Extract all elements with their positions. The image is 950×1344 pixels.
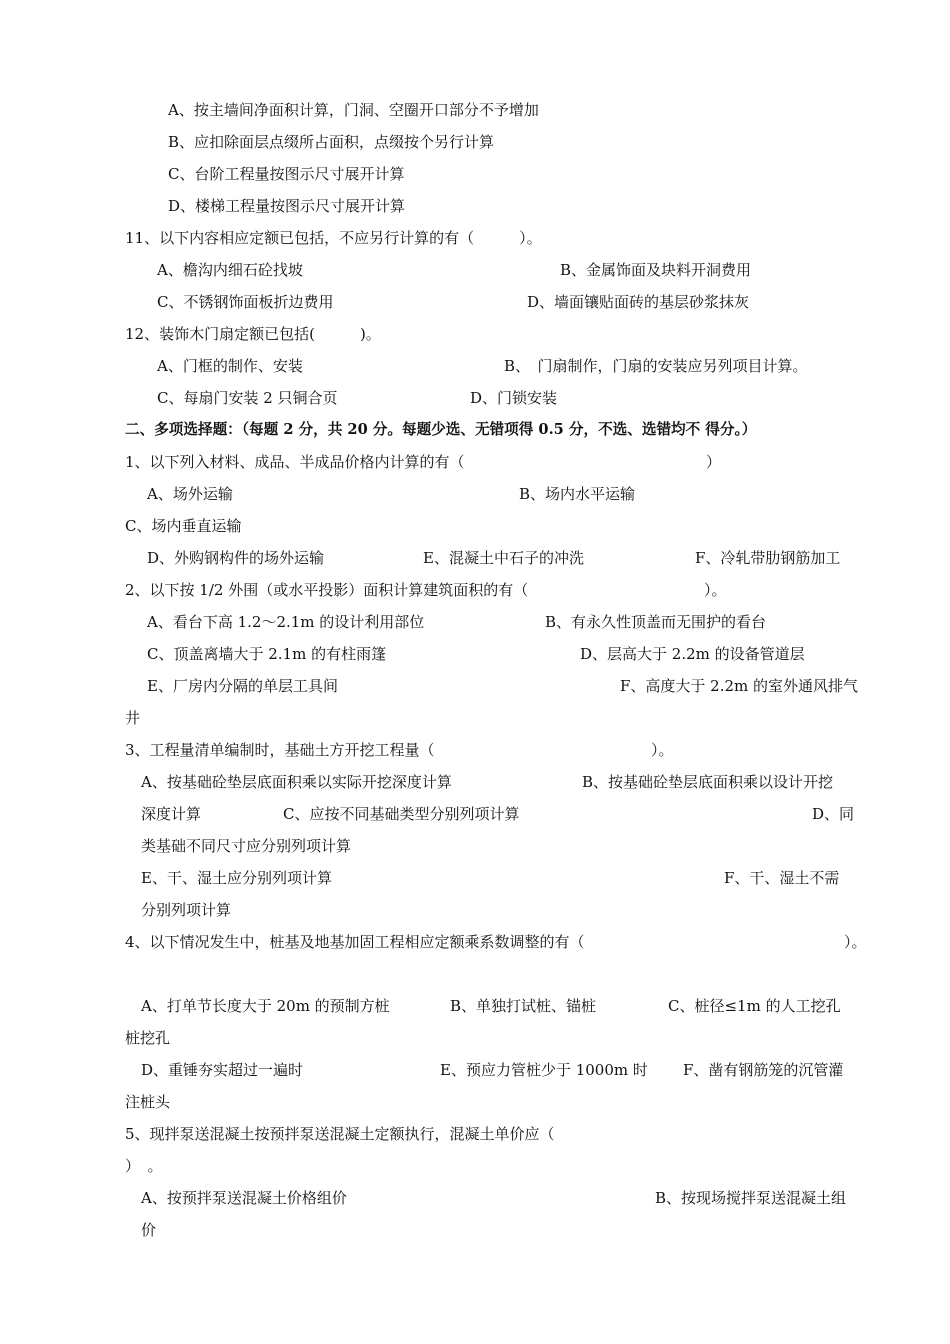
multi-question-1-option-a: A、场外运输 — [147, 485, 233, 503]
question-12-option-d: D、门锁安装 — [470, 389, 558, 407]
section-2-heading: 二、多项选择题：（每题 2 分，共 20 分。每题少选、无错项得 0.5 分，不选、选错均不 得分。） — [125, 421, 757, 438]
multi-question-2-option-d: D、层高大于 2.2m 的设备管道层 — [580, 645, 805, 663]
multi-question-4-option-f: F、凿有钢筋笼的沉管灌 — [683, 1061, 844, 1079]
multi-question-3-option-e: E、干、湿土应分别列项计算 — [141, 869, 332, 887]
question-12: 12、装饰木门扇定额已包括( )。 — [125, 325, 381, 343]
multi-question-2-close: ）。 — [704, 581, 727, 599]
option-b-line: B、应扣除面层点缀所占面积，点缀按个另行计算 — [168, 133, 495, 151]
multi-question-1-option-f: F、冷轧带肋钢筋加工 — [695, 549, 841, 567]
multi-question-1: 1、以下列入材料、成品、半成品价格内计算的有（ — [125, 453, 465, 471]
multi-question-1-option-b: B、场内水平运输 — [519, 485, 636, 503]
multi-question-5-close: ） 。 — [125, 1157, 163, 1175]
multi-question-3-option-f: F、干、湿土不需 — [724, 869, 840, 887]
question-12-option-a: A、门框的制作、安装 — [157, 357, 303, 375]
multi-question-3-option-d-cont: 类基础不同尺寸应分别列项计算 — [141, 837, 352, 855]
option-a-line: A、按主墙间净面积计算，门洞、空圈开口部分不予增加 — [168, 101, 539, 119]
question-11: 11、以下内容相应定额已包括，不应另行计算的有（ ）。 — [125, 229, 542, 247]
question-12-option-c: C、每扇门安装 2 只铜合页 — [157, 389, 338, 407]
question-12-option-b: B、 门扇制作，门扇的安装应另列项目计算。 — [504, 357, 808, 375]
multi-question-1-option-c: C、场内垂直运输 — [125, 517, 242, 535]
multi-question-3-option-d: D、同 — [812, 805, 855, 823]
question-11-option-c: C、不锈钢饰面板折边费用 — [157, 293, 334, 311]
multi-question-5-option-b-cont: 价 — [141, 1221, 157, 1239]
multi-question-2-option-f: F、高度大于 2.2m 的室外通风排气 — [620, 677, 859, 695]
question-11-option-b: B、金属饰面及块料开洞费用 — [560, 261, 752, 279]
multi-question-4-option-d: D、重锤夯实超过一遍时 — [141, 1061, 304, 1079]
multi-question-2-option-b: B、有永久性顶盖而无围护的看台 — [545, 613, 767, 631]
multi-question-4-option-b: B、单独打试桩、锚桩 — [450, 997, 597, 1015]
multi-question-4: 4、以下情况发生中，桩基及地基加固工程相应定额乘系数调整的有（ — [125, 933, 585, 951]
multi-question-3: 3、工程量清单编制时，基础土方开挖工程量（ — [125, 741, 435, 759]
multi-question-1-option-e: E、混凝土中石子的冲洗 — [423, 549, 584, 567]
multi-question-3-option-f-cont: 分别列项计算 — [141, 901, 232, 919]
multi-question-5-option-a: A、按预拌泵送混凝土价格组价 — [141, 1189, 347, 1207]
question-11-option-a: A、檐沟内细石砼找坡 — [157, 261, 303, 279]
multi-question-4-close: ）。 — [844, 933, 867, 951]
multi-question-1-close: ） — [706, 453, 722, 471]
multi-question-3-option-b-cont: 深度计算 — [141, 805, 202, 823]
multi-question-5-option-b: B、按现场搅拌泵送混凝土组 — [655, 1189, 847, 1207]
question-11-option-d: D、墙面镶贴面砖的基层砂浆抹灰 — [527, 293, 750, 311]
multi-question-5: 5、现拌泵送混凝土按预拌泵送混凝土定额执行，混凝土单价应（ — [125, 1125, 555, 1143]
multi-question-3-close: ）。 — [651, 741, 674, 759]
multi-question-4-option-e: E、预应力管桩少于 1000m 时 — [440, 1061, 648, 1079]
multi-question-2: 2、以下按 1/2 外围（或水平投影）面积计算建筑面积的有（ — [125, 581, 529, 599]
option-d-line: D、楼梯工程量按图示尺寸展开计算 — [168, 197, 406, 215]
multi-question-4-option-f-cont: 注桩头 — [125, 1093, 171, 1111]
multi-question-3-option-a: A、按基础砼垫层底面积乘以实际开挖深度计算 — [141, 773, 452, 791]
multi-question-4-option-c-cont: 桩挖孔 — [125, 1029, 171, 1047]
multi-question-1-option-d: D、外购钢构件的场外运输 — [147, 549, 325, 567]
multi-question-2-option-c: C、顶盖离墙大于 2.1m 的有柱雨篷 — [147, 645, 387, 663]
multi-question-2-option-f-cont: 井 — [125, 709, 141, 727]
multi-question-4-option-c: C、桩径≤1m 的人工挖孔 — [668, 997, 841, 1015]
multi-question-3-option-b: B、按基础砼垫层底面积乘以设计开挖 — [582, 773, 834, 791]
multi-question-2-option-a: A、看台下高 1.2～2.1m 的设计利用部位 — [147, 613, 425, 631]
option-c-line: C、台阶工程量按图示尺寸展开计算 — [168, 165, 405, 183]
multi-question-2-option-e: E、厂房内分隔的单层工具间 — [147, 677, 338, 695]
multi-question-4-option-a: A、打单节长度大于 20m 的预制方桩 — [141, 997, 390, 1015]
multi-question-3-option-c: C、应按不同基础类型分别列项计算 — [283, 805, 520, 823]
